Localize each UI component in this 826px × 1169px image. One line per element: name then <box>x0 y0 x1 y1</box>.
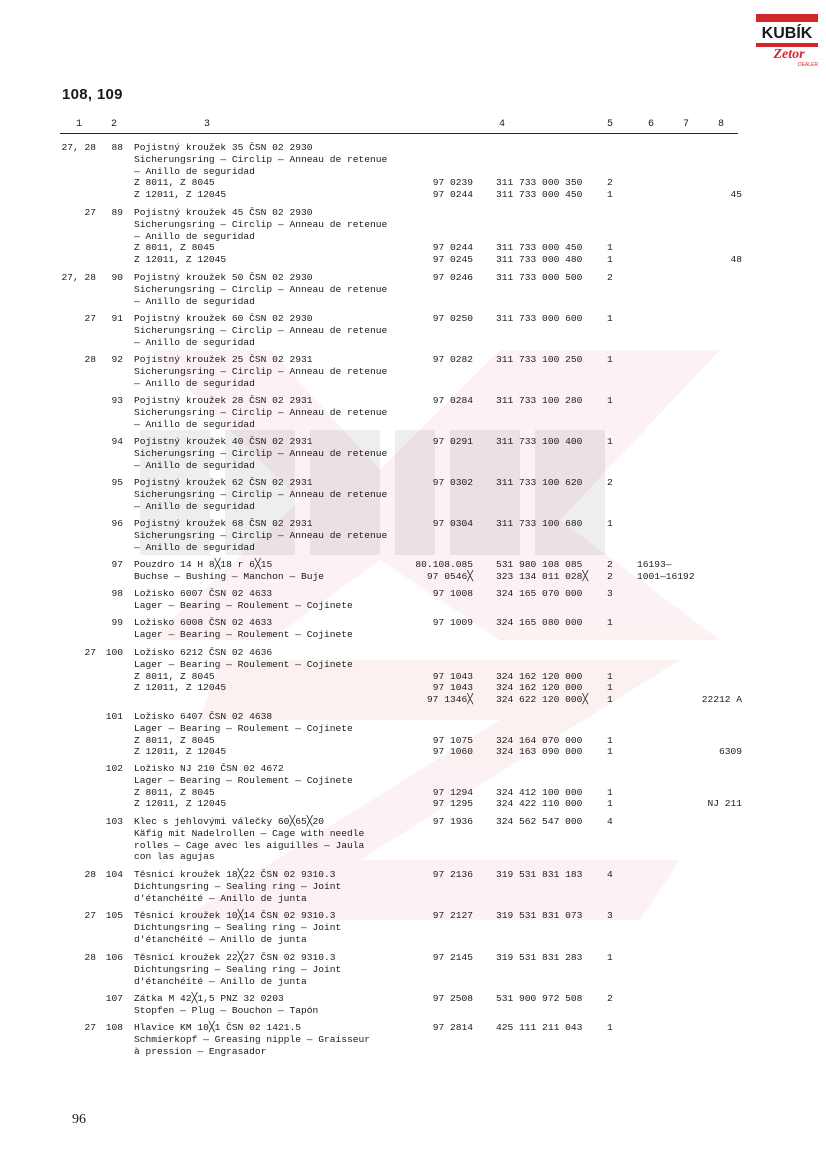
part-number: 324 562 547 000 <box>496 816 583 827</box>
quantity: 1 <box>607 746 613 758</box>
part-number-row <box>0 518 826 530</box>
old-part-number: 97 1346╳ <box>426 694 473 706</box>
old-part-number: 97 0245 <box>432 254 473 266</box>
old-part-number: 97 1043 <box>432 670 473 682</box>
part-number-row <box>0 571 826 583</box>
position-number: 94 <box>111 436 123 447</box>
description-line: con las agujas <box>134 851 215 863</box>
position-number: 108 <box>105 1022 123 1033</box>
part-number: 311 733 000 600 <box>496 313 583 324</box>
description-line: Pouzdro 14 H 8╳18 r 6╳15 <box>134 559 273 570</box>
description-line: — Anillo de seguridad <box>134 377 255 389</box>
description-line: — Anillo de seguridad <box>134 295 255 307</box>
part-number: 531 900 972 508 <box>496 993 583 1004</box>
description-line: Schmierkopf — Greasing nipple — Graisseur <box>134 1033 371 1045</box>
position-number: 107 <box>105 993 123 1004</box>
position-number: 106 <box>105 952 123 963</box>
description-line: Pojistný kroužek 68 ČSN 02 2931 <box>134 518 313 529</box>
description-line: d'étanchéité — Anillo de junta <box>134 892 307 904</box>
quantity: 1 <box>607 786 613 798</box>
description-line: Lager — Bearing — Roulement — Cojinete <box>134 599 353 611</box>
part-number-row <box>0 436 826 448</box>
description-line: Dichtungsring — Sealing ring — Joint <box>134 963 342 975</box>
position-number: 98 <box>111 588 123 599</box>
part-number: 311 733 100 280 <box>496 395 583 406</box>
old-part-number: 97 0250 <box>432 313 473 324</box>
column-header-7: 7 <box>683 119 690 130</box>
description-line: Lager — Bearing — Roulement — Cojinete <box>134 628 353 640</box>
old-part-number: 97 2127 <box>432 910 473 921</box>
old-part-number: 97 1075 <box>432 734 473 746</box>
description-line: Lager — Bearing — Roulement — Cojinete <box>134 774 353 786</box>
description-line: Sicherungsring — Circlip — Anneau de retenue <box>134 365 388 377</box>
column-header-row <box>0 119 826 133</box>
description-line: Dichtungsring — Sealing ring — Joint <box>134 921 342 933</box>
column-header-5: 5 <box>607 119 614 130</box>
part-number-row <box>0 272 826 284</box>
figure-number: 27 <box>84 207 96 218</box>
part-number: 324 165 080 000 <box>496 617 583 628</box>
part-number: 319 531 831 183 <box>496 869 583 880</box>
part-number-row <box>0 242 826 254</box>
part-number-row <box>0 395 826 407</box>
description-line: Ložisko 6008 ČSN 02 4633 <box>134 617 273 628</box>
note: 48 <box>730 254 742 266</box>
description-line: Sicherungsring — Circlip — Anneau de retenue <box>134 283 388 295</box>
column-header-8: 8 <box>718 119 725 130</box>
quantity: 2 <box>607 477 613 488</box>
position-number: 89 <box>111 207 123 218</box>
part-number-row <box>0 798 826 810</box>
quantity: 1 <box>607 682 613 694</box>
column-header-3: 3 <box>204 119 211 130</box>
description-line: Těsnicí kroužek 22╳27 ČSN 02 9310.3 <box>134 952 336 963</box>
page-number: 96 <box>72 1112 86 1127</box>
kubik-zetor-logo <box>756 14 818 68</box>
description-line: Sicherungsring — Circlip — Anneau de retenue <box>134 406 388 418</box>
description-line: Sicherungsring — Circlip — Anneau de retenue <box>134 447 388 459</box>
position-number: 95 <box>111 477 123 488</box>
description-line: Pojistný kroužek 28 ČSN 02 2931 <box>134 395 313 406</box>
part-number-row <box>0 816 826 828</box>
old-part-number: 97 1295 <box>432 798 473 810</box>
old-part-number: 97 0546╳ <box>426 570 473 582</box>
part-number: 311 733 000 450 <box>496 189 583 201</box>
description-line: — Anillo de seguridad <box>134 418 255 430</box>
part-number-row <box>0 682 826 694</box>
part-number: 311 733 000 480 <box>496 254 583 266</box>
part-number-row <box>0 694 826 706</box>
part-number: 324 162 120 000 <box>496 670 583 682</box>
quantity: 3 <box>607 910 613 921</box>
description-line: Ložisko 6407 ČSN 02 4638 <box>134 711 273 722</box>
serial-range: 1001—16192 <box>637 570 695 582</box>
position-number: 97 <box>111 559 123 570</box>
description-line: — Anillo de seguridad <box>134 459 255 471</box>
description-line: Pojistný kroužek 50 ČSN 02 2930 <box>134 272 313 283</box>
header-divider <box>60 133 738 134</box>
part-number-row <box>0 617 826 629</box>
part-number-row <box>0 559 826 571</box>
position-number: 90 <box>111 272 123 283</box>
description-line: Pojistný kroužek 45 ČSN 02 2930 <box>134 207 313 218</box>
description-line: Z 8011, Z 8045 <box>134 734 215 746</box>
old-part-number: 97 0244 <box>432 242 473 254</box>
figure-number: 27, 28 <box>61 272 96 283</box>
description-line: Lager — Bearing — Roulement — Cojinete <box>134 722 353 734</box>
description-line: — Anillo de seguridad <box>134 500 255 512</box>
figure-number: 28 <box>84 952 96 963</box>
part-number: 311 733 100 400 <box>496 436 583 447</box>
description-line: Těsnicí kroužek 10╳14 ČSN 02 9310.3 <box>134 910 336 921</box>
description-line: Pojistný kroužek 60 ČSN 02 2930 <box>134 313 313 324</box>
old-part-number: 80.108.085 <box>415 559 473 570</box>
quantity: 3 <box>607 588 613 599</box>
description-line: Dichtungsring — Sealing ring — Joint <box>134 880 342 892</box>
part-number: 311 733 000 500 <box>496 272 583 283</box>
part-number: 311 733 100 680 <box>496 518 583 529</box>
figure-number: 27 <box>84 910 96 921</box>
part-number: 531 980 108 085 <box>496 559 583 570</box>
description-line: Klec s jehlovými válečky 60╳65╳20 <box>134 816 325 827</box>
part-number: 311 733 000 350 <box>496 177 583 189</box>
description-line: Zátka M 42╳1,5 PNZ 32 0203 <box>134 993 284 1004</box>
quantity: 1 <box>607 189 613 201</box>
quantity: 1 <box>607 617 613 628</box>
position-number: 92 <box>111 354 123 365</box>
description-line: Z 12011, Z 12045 <box>134 682 227 694</box>
part-number-row <box>0 588 826 600</box>
description-line: d'étanchéité — Anillo de junta <box>134 933 307 945</box>
quantity: 1 <box>607 1022 613 1033</box>
old-part-number: 97 2508 <box>432 993 473 1004</box>
description-line: Pojistný kroužek 25 ČSN 02 2931 <box>134 354 313 365</box>
description-line: Z 12011, Z 12045 <box>134 189 227 201</box>
part-number-row <box>0 313 826 325</box>
quantity: 1 <box>607 354 613 365</box>
part-number-row <box>0 1022 826 1034</box>
description-line: — Anillo de seguridad <box>134 336 255 348</box>
svg-text:Zetor: Zetor <box>773 47 805 62</box>
note: 6309 <box>718 746 742 758</box>
quantity: 2 <box>607 993 613 1004</box>
old-part-number: 97 0302 <box>432 477 473 488</box>
old-part-number: 97 1008 <box>432 588 473 599</box>
old-part-number: 97 1294 <box>432 786 473 798</box>
description-line: — Anillo de seguridad <box>134 230 255 242</box>
quantity: 1 <box>607 313 613 324</box>
part-number-row <box>0 746 826 758</box>
part-number-row <box>0 952 826 964</box>
description-line: — Anillo de seguridad <box>134 541 255 553</box>
description-line: rolles — Cage avec les aiguilles — Jaula <box>134 839 365 851</box>
description-line: Sicherungsring — Circlip — Anneau de retenue <box>134 218 388 230</box>
quantity: 4 <box>607 816 613 827</box>
serial-range: 16193— <box>637 559 672 570</box>
quantity: 1 <box>607 694 613 706</box>
part-number-row <box>0 354 826 366</box>
part-number-row <box>0 254 826 266</box>
description-line: Käfig mit Nadelrollen — Cage with needle <box>134 827 365 839</box>
description-line: Z 8011, Z 8045 <box>134 242 215 254</box>
quantity: 2 <box>607 177 613 189</box>
note: 22212 A <box>701 694 742 706</box>
description-line: Sicherungsring — Circlip — Anneau de retenue <box>134 324 388 336</box>
description-line: Pojistný kroužek 40 ČSN 02 2931 <box>134 436 313 447</box>
quantity: 2 <box>607 272 613 283</box>
part-number: 324 164 070 000 <box>496 734 583 746</box>
position-number: 99 <box>111 617 123 628</box>
position-number: 101 <box>105 711 123 722</box>
position-number: 103 <box>105 816 123 827</box>
position-number: 105 <box>105 910 123 921</box>
quantity: 1 <box>607 734 613 746</box>
description-line: Těsnicí kroužek 18╳22 ČSN 02 9310.3 <box>134 869 336 880</box>
part-number-row <box>0 993 826 1005</box>
description-line: d'étanchéité — Anillo de junta <box>134 975 307 987</box>
description-line: — Anillo de seguridad <box>134 165 255 177</box>
part-number-row <box>0 189 826 201</box>
description-line: Pojistný kroužek 62 ČSN 02 2931 <box>134 477 313 488</box>
quantity: 1 <box>607 254 613 266</box>
description-line: Ložisko NJ 210 ČSN 02 4672 <box>134 763 284 774</box>
description-line: Sicherungsring — Circlip — Anneau de retenue <box>134 153 388 165</box>
part-number: 311 733 000 450 <box>496 242 583 254</box>
old-part-number: 97 0304 <box>432 518 473 529</box>
description-line: Pojistný kroužek 35 ČSN 02 2930 <box>134 142 313 153</box>
part-number: 319 531 831 283 <box>496 952 583 963</box>
old-part-number: 97 0244 <box>432 189 473 201</box>
old-part-number: 97 0284 <box>432 395 473 406</box>
part-number-row <box>0 477 826 489</box>
quantity: 1 <box>607 395 613 406</box>
column-header-1: 1 <box>76 119 83 130</box>
quantity: 1 <box>607 952 613 963</box>
description-line: Lager — Bearing — Roulement — Cojinete <box>134 658 353 670</box>
position-number: 102 <box>105 763 123 774</box>
part-number: 425 111 211 043 <box>496 1022 583 1033</box>
figure-number: 27, 28 <box>61 142 96 153</box>
description-line: Z 12011, Z 12045 <box>134 746 227 758</box>
quantity: 1 <box>607 518 613 529</box>
description-line: Ložisko 6212 ČSN 02 4636 <box>134 647 273 658</box>
old-part-number: 97 1009 <box>432 617 473 628</box>
old-part-number: 97 0291 <box>432 436 473 447</box>
figure-number: 27 <box>84 1022 96 1033</box>
description-line: Ložisko 6007 ČSN 02 4633 <box>134 588 273 599</box>
figure-number: 28 <box>84 869 96 880</box>
quantity: 1 <box>607 242 613 254</box>
old-part-number: 97 0239 <box>432 177 473 189</box>
description-line: Z 8011, Z 8045 <box>134 177 215 189</box>
part-number: 324 165 070 000 <box>496 588 583 599</box>
quantity: 4 <box>607 869 613 880</box>
description-line: Sicherungsring — Circlip — Anneau de retenue <box>134 529 388 541</box>
position-number: 91 <box>111 313 123 324</box>
quantity: 1 <box>607 798 613 810</box>
position-number: 96 <box>111 518 123 529</box>
column-header-6: 6 <box>648 119 655 130</box>
description-line: à pression — Engrasador <box>134 1045 267 1057</box>
old-part-number: 97 1060 <box>432 746 473 758</box>
old-part-number: 97 1043 <box>432 682 473 694</box>
svg-text:KUBÍK: KUBÍK <box>761 25 813 42</box>
description-line: Z 12011, Z 12045 <box>134 798 227 810</box>
quantity: 2 <box>607 559 613 570</box>
quantity: 1 <box>607 670 613 682</box>
description-line: Z 8011, Z 8045 <box>134 670 215 682</box>
part-number-row <box>0 787 826 799</box>
figure-number: 27 <box>84 647 96 658</box>
part-number: 324 422 110 000 <box>496 798 583 810</box>
part-number-row <box>0 671 826 683</box>
old-part-number: 97 0282 <box>432 354 473 365</box>
page-title: 108, 109 <box>62 86 123 103</box>
part-number-row <box>0 910 826 922</box>
note: 45 <box>730 189 742 201</box>
old-part-number: 97 0246 <box>432 272 473 283</box>
part-number-row <box>0 869 826 881</box>
quantity: 2 <box>607 570 613 582</box>
part-number: 324 162 120 000 <box>496 682 583 694</box>
svg-text:DEALER: DEALER <box>797 62 818 68</box>
part-number-row <box>0 735 826 747</box>
note: NJ 211 <box>707 798 742 810</box>
old-part-number: 97 2814 <box>432 1022 473 1033</box>
position-number: 104 <box>105 869 123 880</box>
description-line: Z 8011, Z 8045 <box>134 786 215 798</box>
description-line: Z 12011, Z 12045 <box>134 254 227 266</box>
position-number: 100 <box>105 647 123 658</box>
description-line: Hlavice KM 10╳1 ČSN 02 1421.5 <box>134 1022 301 1033</box>
old-part-number: 97 1936 <box>432 816 473 827</box>
old-part-number: 97 2136 <box>432 869 473 880</box>
position-number: 93 <box>111 395 123 406</box>
figure-number: 27 <box>84 313 96 324</box>
column-header-2: 2 <box>111 119 118 130</box>
description-line: Buchse — Bushing — Manchon — Buje <box>134 570 324 582</box>
figure-number: 28 <box>84 354 96 365</box>
old-part-number: 97 2145 <box>432 952 473 963</box>
column-header-4: 4 <box>499 119 506 130</box>
part-number: 319 531 831 073 <box>496 910 583 921</box>
position-number: 88 <box>111 142 123 153</box>
part-number: 324 412 100 000 <box>496 786 583 798</box>
description-line: Stopfen — Plug — Bouchon — Tapón <box>134 1004 319 1016</box>
part-number: 324 163 090 000 <box>496 746 583 758</box>
part-number-row <box>0 177 826 189</box>
part-number: 324 622 120 000╳ <box>496 694 589 706</box>
description-line: Sicherungsring — Circlip — Anneau de retenue <box>134 488 388 500</box>
part-number: 311 733 100 250 <box>496 354 583 365</box>
quantity: 1 <box>607 436 613 447</box>
part-number: 323 134 011 028╳ <box>496 570 589 582</box>
part-number: 311 733 100 620 <box>496 477 583 488</box>
